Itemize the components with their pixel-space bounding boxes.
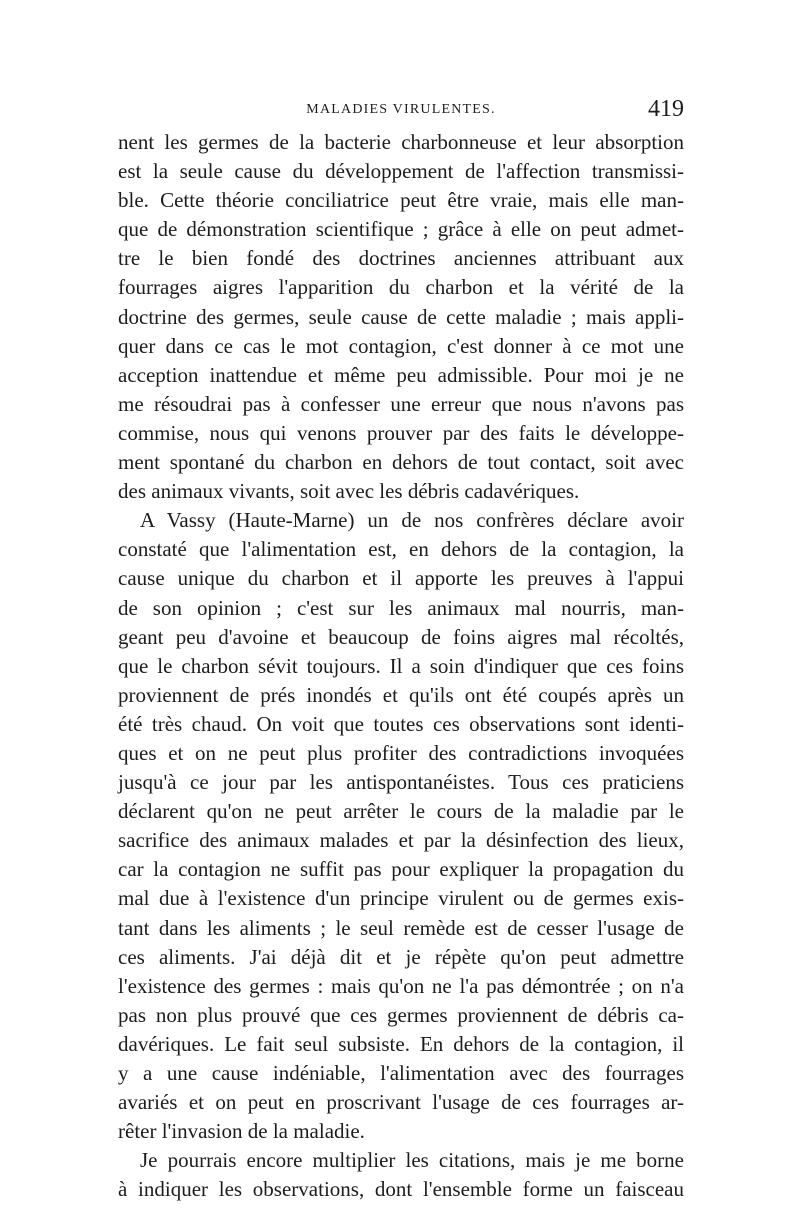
text-line: l'existence des germes : mais qu'on ne l'a pas démontrée ; on n'a <box>118 973 684 998</box>
text-line: ble. Cette théorie conciliatrice peut être vraie, mais elle man- <box>118 188 684 213</box>
text-line: tre le bien fondé des doctrines anciennes attribuant aux <box>118 246 684 271</box>
text-line: commise, nous qui venons prouver par des faits le développe- <box>118 420 684 445</box>
text-line: me résoudrai pas à confesser une erreur que nous n'avons pas <box>118 391 684 416</box>
text-line: à indiquer les observations, dont l'ensemble forme un faisceau <box>118 1177 684 1202</box>
text-line: car la contagion ne suffit pas pour expliquer la propagation du <box>118 857 684 882</box>
page-number: 419 <box>648 96 684 122</box>
text-line: avariés et on peut en proscrivant l'usage de ces fourrages ar- <box>118 1090 684 1115</box>
text-line: ment spontané du charbon en dehors de tout contact, soit avec <box>118 450 684 475</box>
text-line: constaté que l'alimentation est, en dehors de la contagion, la <box>118 537 684 562</box>
text-line: été très chaud. On voit que toutes ces observations sont identi- <box>118 711 684 736</box>
text-line: davériques. Le fait seul subsiste. En dehors de la contagion, il <box>118 1031 684 1056</box>
text-line: acception inattendue et même peu admissible. Pour moi je ne <box>118 362 684 387</box>
text-line: rêter l'invasion de la maladie. <box>118 1119 365 1144</box>
text-line: fourrages aigres l'apparition du charbon et la vérité de la <box>118 275 684 300</box>
text-line: Je pourrais encore multiplier les citations, mais je me borne <box>140 1148 684 1173</box>
text-line: que de démonstration scientifique ; grâce à elle on peut admet- <box>118 217 684 242</box>
text-line: sacrifice des animaux malades et par la désinfection des lieux, <box>118 828 684 853</box>
text-line: de son opinion ; c'est sur les animaux mal nourris, man- <box>118 595 684 620</box>
running-title: MALADIES VIRULENTES. <box>306 102 496 117</box>
text-line: cause unique du charbon et il apporte les preuves à l'appui <box>118 566 684 591</box>
body-text <box>118 128 684 1204</box>
text-line: ques et on ne peut plus profiter des contradictions invoquées <box>118 740 684 765</box>
text-line: nent les germes de la bacterie charbonneuse et leur absorption <box>118 130 684 154</box>
text-line: proviennent de prés inondés et qu'ils ont été coupés après un <box>118 682 684 707</box>
text-line: y a une cause indéniable, l'alimentation avec des fourrages <box>118 1061 684 1085</box>
text-line: jusqu'à ce jour par les antispontanéistes. Tous ces praticiens <box>118 770 684 795</box>
text-line: déclarent qu'on ne peut arrêter le cours de la maladie par le <box>118 799 684 824</box>
text-line: doctrine des germes, seule cause de cette maladie ; mais appli- <box>118 304 684 329</box>
text-line: tant dans les aliments ; le seul remède est de cesser l'usage de <box>118 915 684 940</box>
text-line: des animaux vivants, soit avec les débris cadavériques. <box>118 479 580 504</box>
text-line: pas non plus prouvé que ces germes proviennent de débris ca- <box>118 1002 684 1027</box>
text-line: geant peu d'avoine et beaucoup de foins aigres mal récoltés, <box>118 624 684 649</box>
text-line: quer dans ce cas le mot contagion, c'est donner à ce mot une <box>118 333 684 358</box>
text-line: est la seule cause du développement de l'affection transmissi- <box>118 159 684 184</box>
text-line: ces aliments. J'ai déjà dit et je répète qu'on peut admettre <box>118 944 684 969</box>
text-line: A Vassy (Haute-Marne) un de nos confrères déclare avoir <box>140 508 684 533</box>
text-line: que le charbon sévit toujours. Il a soin d'indiquer que ces foins <box>118 653 684 678</box>
page-header <box>118 96 684 126</box>
text-line: mal due à l'existence d'un principe virulent ou de germes exis- <box>118 886 684 911</box>
